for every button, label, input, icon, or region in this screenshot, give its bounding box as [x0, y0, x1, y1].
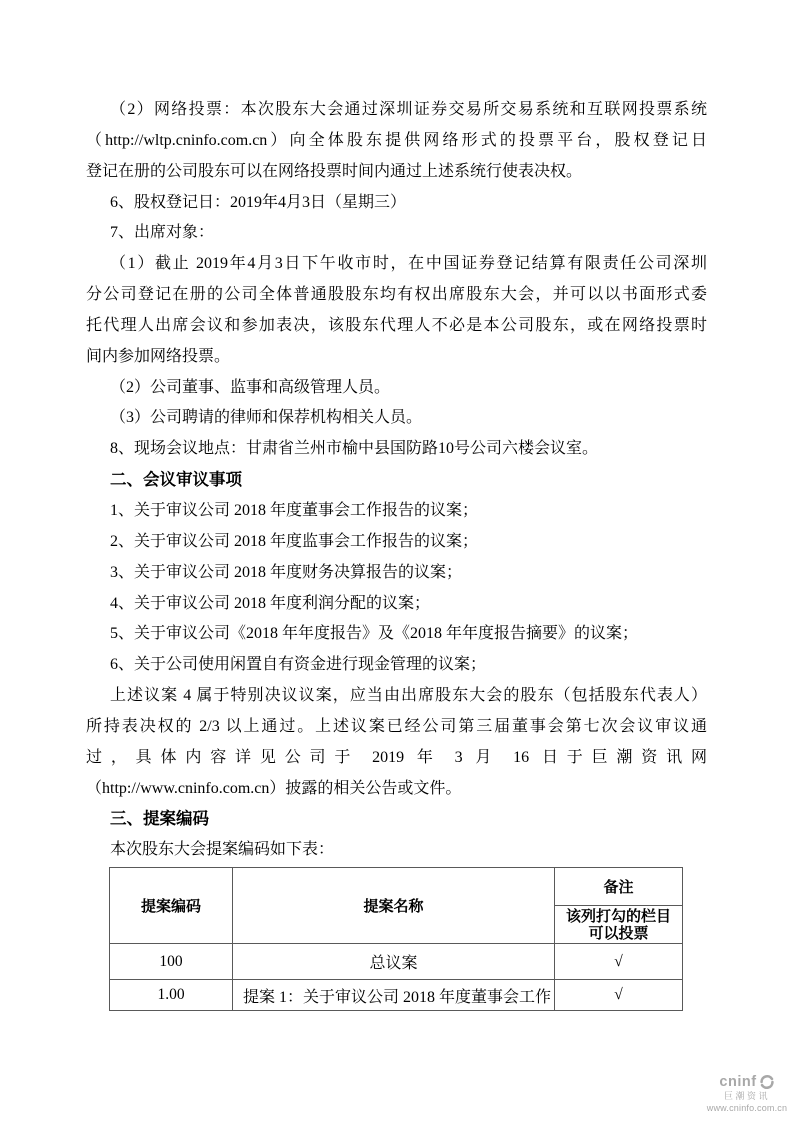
document-line: （http://www.cninfo.com.cn）披露的相关公告或文件。	[86, 779, 462, 797]
table-header-note-subtitle: 该列打勾的栏目可以投票	[565, 907, 671, 942]
table-cell-name: 提案 1：关于审议公司 2018 年度董事会工作	[243, 988, 552, 1006]
table-cell-vote-check: √	[614, 986, 623, 1003]
document-line: 本次股东大会提案编码如下表：	[110, 841, 335, 859]
document-line: （http://wltp.cninfo.com.cn）向全体股东提供网络形式的投票平台，股权登记日	[86, 131, 707, 149]
document-line: 间内参加网络投票。	[86, 347, 231, 365]
document-body	[86, 95, 707, 866]
document-line: 登记在册的公司股东可以在网络投票时间内通过上述系统行使表决权。	[86, 162, 583, 180]
table-header-proposal-code: 提案编码	[140, 898, 201, 915]
section-heading-review-items: 二、会议审议事项	[110, 471, 242, 490]
document-line: 8、现场会议地点：甘肃省兰州市榆中县国防路10号公司六楼会议室。	[110, 440, 599, 458]
section-heading-proposal-codes: 三、提案编码	[110, 810, 209, 829]
table-cell-code: 1.00	[157, 986, 185, 1003]
cninfo-logo	[702, 1074, 792, 1113]
document-line: （1）截止 2019年4月3日下午收市时，在中国证券登记结算有限责任公司深圳	[110, 255, 707, 273]
cninfo-wordmark: cninf	[719, 1073, 757, 1090]
document-line: 1、关于审议公司 2018 年度董事会工作报告的议案；	[110, 501, 479, 519]
document-line: 7、出席对象：	[110, 224, 215, 242]
document-line: 2、关于审议公司 2018 年度监事会工作报告的议案；	[110, 532, 479, 550]
table-header-proposal-name: 提案名称	[363, 898, 424, 915]
document-line: 6、股权登记日：2019年4月3日（星期三）	[110, 193, 407, 211]
document-line: 上述议案 4 属于特别决议议案，应当由出席股东大会的股东（包括股东代表人）	[110, 687, 707, 705]
table-header-note: 备注	[603, 879, 634, 896]
document-line: 所持表决权的 2/3 以上通过。上述议案已经公司第三届董事会第七次会议审议通	[86, 717, 707, 735]
document-line: 4、关于审议公司 2018 年度利润分配的议案；	[110, 594, 431, 612]
document-line: 5、关于审议公司《2018 年年度报告》及《2018 年年度报告摘要》的议案；	[110, 625, 639, 643]
document-line: （3）公司聘请的律师和保荐机构相关人员。	[110, 409, 423, 427]
cninfo-swirl-icon	[759, 1074, 775, 1090]
proposal-table	[109, 867, 683, 1011]
table-cell-vote-check: √	[614, 952, 623, 970]
cninfo-url: www.cninfo.com.cn	[706, 1103, 788, 1113]
cninfo-chinese-name: 巨潮资讯	[723, 1091, 770, 1101]
document-line: 分公司登记在册的公司全体普通股股东均有权出席股东大会，并可以以书面形式委	[86, 286, 707, 304]
document-line: 托代理人出席会议和参加表决，该股东代理人不必是本公司股东，或在网络投票时	[86, 316, 707, 334]
document-line: 6、关于公司使用闲置自有资金进行现金管理的议案；	[110, 656, 487, 674]
document-line: （2）网络投票：本次股东大会通过深圳证券交易所交易系统和互联网投票系统	[110, 101, 707, 118]
document-line: （2）公司董事、监事和高级管理人员。	[110, 378, 391, 396]
table-cell-code: 100	[159, 952, 183, 970]
document-line: 3、关于审议公司 2018 年度财务决算报告的议案；	[110, 563, 463, 581]
table-cell-name: 总议案	[369, 955, 418, 972]
document-line: 过，具体内容详见公司于 2019 年 3 月 16 日于巨潮资讯网	[86, 748, 707, 766]
